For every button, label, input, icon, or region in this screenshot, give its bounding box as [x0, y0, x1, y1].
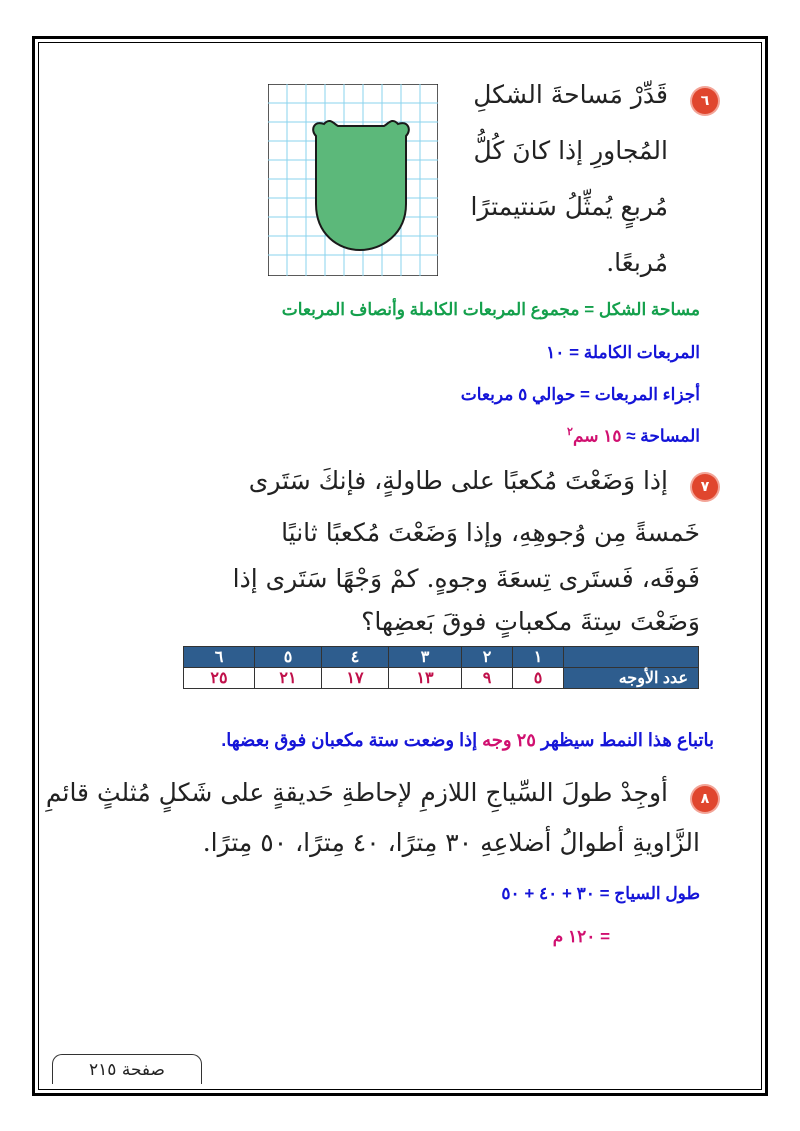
table-header-cell: ٤ [322, 647, 389, 668]
question-text-line: خَمسةً مِن وُجوهِهِ، وإذا وَضَعْتَ مُكعبًا ثانيًا [281, 518, 700, 547]
table-cell: ١٧ [322, 668, 389, 689]
table-cell: ٢٥ [184, 668, 255, 689]
table-header-cell: ٦ [184, 647, 255, 668]
answer-line: باتباع هذا النمط سيظهر ٢٥ وجه إذا وضعت ستة مكعبان فوق بعضها. [221, 730, 714, 750]
green-shape [313, 121, 409, 250]
table-row-label: عدد الأوجه [564, 668, 699, 689]
table-cell: ٥ [513, 668, 564, 689]
question-number-badge: ٦ [692, 88, 718, 114]
table-header-cell: ٥ [255, 647, 322, 668]
question-text-line: مُربعٍ يُمثِّلُ سَنتيمترًا [470, 192, 668, 221]
question-text-line: الزَّاويةِ أطوالُ أضلاعِهِ ٣٠ مِترًا، ٤٠ مِترًا، ٥٠ مِترًا. [202, 828, 700, 857]
answer-line: أجزاء المربعات = حوالي ٥ مربعات [460, 385, 700, 404]
question-text-line: إذا وَضَعْتَ مُكعبًا على طاولةٍ، فإنكَ سَتَرى [248, 466, 668, 495]
answer-line: المساحة ≈ ١٥ سم$^٢$ [567, 426, 700, 446]
question-text-line: أوجِدْ طولَ السِّياجِ اللازمِ لإحاطةِ حَديقةٍ على شَكلٍ مُثلثٍ قائمِ [45, 778, 668, 807]
table-cell: ٩ [462, 668, 513, 689]
answer-line: مساحة الشكل = مجموع المربعات الكاملة وأنصاف المربعات [281, 300, 700, 319]
table-header-cell: ٣ [389, 647, 462, 668]
question-text-line: فَوقَه، فَستَرى تِسعَةَ وجوهٍ. كمْ وَجْهًا سَتَرى إذا [232, 564, 700, 593]
question-text-line: وَضَعْتَ سِتةَ مكعباتٍ فوقَ بَعضِها؟ [361, 607, 700, 636]
page-number: صفحة ٢١٥ [89, 1060, 165, 1080]
table-header-cell: ٢ [462, 647, 513, 668]
grid-figure [268, 84, 438, 276]
question-text-line: المُجاورِ إذا كانَ كُلُّ [473, 136, 668, 165]
table-cell: ١٣ [389, 668, 462, 689]
table-corner-cell [564, 647, 699, 668]
answer-line: = ١٢٠ م [552, 927, 610, 946]
faces-table [183, 646, 699, 689]
question-number-badge: ٧ [692, 474, 718, 500]
question-text-line: مُربعًا. [606, 248, 668, 277]
question-text-line: قَدِّرْ مَساحةَ الشكلِ [473, 80, 668, 109]
answer-line: المربعات الكاملة = ١٠ [546, 343, 700, 362]
table-header-cell: ١ [513, 647, 564, 668]
table-cell: ٢١ [255, 668, 322, 689]
page-number-tab [52, 1054, 202, 1084]
answer-line: طول السياج = ٣٠ + ٤٠ + ٥٠ [501, 884, 700, 903]
question-number-badge: ٨ [692, 786, 718, 812]
